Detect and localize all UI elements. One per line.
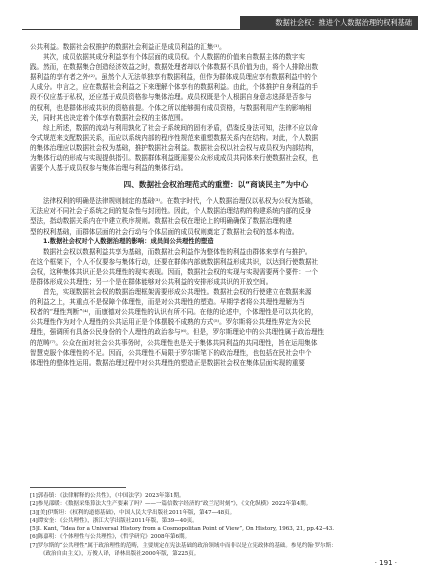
paragraph [30, 287, 402, 368]
bottom-paragraphs [30, 247, 402, 368]
paragraph [30, 247, 402, 287]
mid-paragraphs [30, 196, 402, 236]
paragraph [30, 196, 402, 236]
footnote: [2]参见邵暖：《数据采集算法大生产要素了吗？——一篇信数字经济的“政兰尼时刻”》，《文化纵横》2022年第4期。 [30, 501, 312, 508]
text-line: 其次，成员依据其成分利益享有个体层面的成员权。个人数据的价值来自数据主体的数字实 [43, 53, 305, 62]
text-line: 理性，强调所有具备公民身份的个人理性的政治参与⁽⁶⁾。但是，罗尔斯理论中的公共理性属于政治理性 [30, 328, 324, 337]
text-line: 段不仅应基于私权，还应基于成员资格参与集体治理。成员权既是个人根据自身意志选择是否参与 [30, 93, 312, 102]
text-line: 首先，实现数据社会权的数据治理框架需要形成公共理性。数据社会权的行使建立在数据来源 [43, 288, 312, 297]
page-number: · 191 · [374, 559, 397, 567]
text-line: 是群体形成公共理性；另一个是在群体能够对公共利益的安排形成共识的开放空间。 [30, 277, 273, 286]
text-line: 的集体治理应以数据社会权为基础，推护数据社会利益。数据社会权以社会权与成员权为内部结构， [30, 143, 319, 152]
text-line: 法律权利的明确是法律规则制定的基础⁽³⁾。在数字时代，个人数据治理仅以私权为公权为基础， [43, 197, 318, 206]
footnote-rule [30, 487, 126, 488]
section-title: 四、数据社会权治理范式的重塑：以“商谈民主”为中心 [123, 180, 309, 190]
text-line: 型的权利基础，而群体层面的社会行动与个体层面的成员权则奠定了数据社会权的基本构造。 [30, 227, 299, 236]
footnote: [6]陈嘉明：《个体理性与公共理性》，《哲学研究》2008年第6期。 [30, 534, 191, 541]
text-line: 会权，这种集体共识正是公共理性的现实表现。因而，数据社会权的实现与实现需要两个要件：一个 [30, 267, 319, 276]
top-paragraphs [30, 42, 402, 173]
footnote: 《政治自由主义》，万俊人译，译林出版社2000年版，第225页。 [40, 551, 200, 558]
text-line: 体理性的整体性运用。数据治理过程中对公共理性的塑造正是数据社会权在集体层面实现的重要 [30, 358, 305, 367]
text-line: 的利益之上，其重点不是保障个体理性，而是对公共理性的塑造。早期学者将公共理性理解为当 [30, 298, 305, 307]
text-line: 公共利益。数据社会权推护的数据社会利益正是成员利益的汇集⁽¹⁾。 [30, 43, 226, 51]
footnote: [4]谭安奎：《公共理性》，浙江大学出版社2011年版，第39—40页。 [30, 517, 198, 524]
body-text [30, 42, 402, 368]
footnote: [1]郭春镇：《法律解释的公共性》，《中国法学》2023年第1期。 [30, 493, 185, 499]
text-line: 需要个人基于成员权参与集体治理与利益的集体行动。 [30, 164, 188, 173]
text-line: 的范畴⁽⁷⁾。公众在面对社会公共事务时，公共理性也是关于集体共同利益的共同理性，旨在运用集体 [30, 338, 318, 347]
text-line: 型法，指动数据关系内在中建立秩序规则。数据社会权在理论上的明确确保了数据治理构建 [30, 217, 292, 226]
paragraph [30, 42, 402, 52]
text-line: 令式规范来支配数据关系，而应以系统内部的程序性规范来重塑数据关系内在结构。对此，个人数据 [30, 133, 319, 142]
paragraph [30, 123, 402, 173]
text-line: 公共理性作为对个人理性的公共运用正是个体摆脱不成熟的方式⁽⁵⁾。罗尔斯将公共理性界定为公民 [30, 318, 311, 327]
text-line: 据利益的享有者之外⁽²⁾。虽然个人无法单独享有数据利益，但作为群体成员理应享有数据利益中的个 [30, 73, 318, 82]
footnote: [7]罗尔斯的“公共理性”属于政治理性的范畴，主要规定在宪法基础的政治领域中而非以是立宪政体的基础。参见约翰·罗尔斯： [30, 542, 337, 549]
text-line: 人成分。申言之，应在数据社会利益之下来理解个体享有的数据利益。由此，个体推护自身利益的手 [30, 83, 319, 92]
text-line: 智慧克服个体理性的不足。因而，公共理性不局限于罗尔斯笔下的政治理性，也包括在民社会中个 [30, 348, 312, 357]
footnote: [3][美]伊斯坦：《权利的道德基础》，中国人民大学出版社2011年版，第47—48页。 [30, 509, 236, 516]
text-line: 权者的“理性判断”⁽⁴⁾，而康德对公共理性的认识有所不同。在他的论述中，个体理性是可以共化的， [30, 308, 318, 317]
header-rule [22, 29, 418, 30]
subsection-heading: 1.数据社会权对个人数据治理的影响：成员间公共理性的塑造 [43, 237, 214, 245]
running-head: 数据社会权：推进个人数据治理的权利基础 [240, 16, 418, 29]
text-line: 数据社会权以数据利益共享为基础，而数据社会利益作为整体性的利益由群体来享有与推护。 [43, 247, 312, 256]
text-line: 为集体行动的形成与实现提供指引。数据群体利益既需要公众形成成员共同体来行使数据社会权，也 [30, 154, 319, 163]
text-line: 无法应对不同社会子系统之间的复杂性与封闭性。因此，个人数据治理结构的构建系统内部的反身 [30, 207, 312, 216]
paragraph [30, 52, 402, 123]
footnote: [5]I. Kant, “Idea for a Universal History from a Cosmopolitan Point of View”, On History, 1963, 21, pp.42–43. [30, 526, 335, 533]
text-line: 在这个框架下，个人不仅要参与集体行动，还要在群体内部就数据利益形成共识，以达到行使数据社 [30, 257, 319, 266]
text-line: 践。然而，在数据集合创造经济效益之时，数据处理者却以个体数据不具价值为由，将个人排除出数 [30, 63, 319, 72]
footnotes [30, 492, 402, 558]
text-line: 关，同时其也决定着个体享有数据社会权的主体范围。 [30, 113, 188, 122]
text-line: 的权利，也是群体形成共识的资格前提。个体之所以能够拥有成员资格，与数据利用产生的影响相 [30, 103, 312, 112]
text-line: 综上所述，数据的流动与利用孰化了社会子系统间的固有矛盾，倡鉴反身法可知，法律不应以命 [43, 123, 318, 132]
